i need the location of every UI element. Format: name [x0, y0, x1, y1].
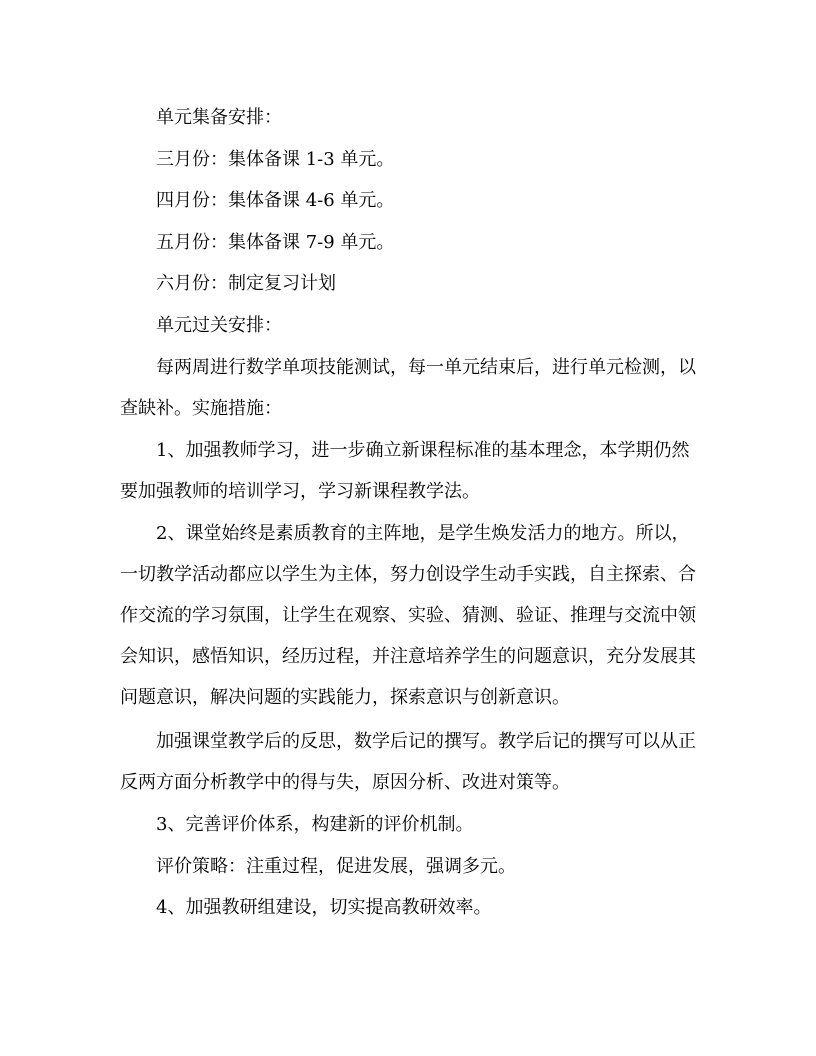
- paragraph-biweekly-test: 每两周进行数学单项技能测试，每一单元结束后，进行单元检测，以查缺补。实施措施：: [120, 357, 696, 419]
- paragraph-march: 三月份：集体备课 1-3 单元。: [156, 149, 395, 170]
- paragraph-measure-3: 3、完善评价体系，构建新的评价机制。: [156, 814, 474, 835]
- paragraph-may: 五月份：集体备课 7-9 单元。: [156, 232, 395, 253]
- paragraph-june: 六月份：制定复习计划: [156, 273, 336, 294]
- paragraph-measure-4: 4、加强教研组建设，切实提高教研效率。: [156, 897, 492, 918]
- paragraph-unit-pass-heading: 单元过关安排：: [156, 315, 282, 336]
- paragraph-measure-1: 1、加强教师学习，进一步确立新课程标准的基本理念，本学期仍然要加强教师的培训学习，学习新课程教学法。: [120, 440, 690, 502]
- paragraph-unit-prep-heading: 单元集备安排：: [156, 107, 282, 128]
- paragraph-evaluation-strategy: 评价策略：注重过程，促进发展，强调多元。: [156, 856, 516, 877]
- paragraph-reflection: 加强课堂教学后的反思，数学后记的撰写。教学后记的撰写可以从正反两方面分析教学中的得与失，原因分析、改进对策等。: [120, 731, 696, 793]
- paragraph-measure-2: 2、课堂始终是素质教育的主阵地，是学生焕发活力的地方。所以，一切教学活动都应以学生为主体，努力创设学生动手实践，自主探索、合作交流的学习氛围，让学生在观察、实验、猜测、验证、推理与交流中领会知识，感悟知识，经历过程，并注意培养学生的问题意识，充分发展其问题意识，解决问题的实践能力，探索意识与创新意识。: [120, 523, 696, 708]
- paragraph-april: 四月份：集体备课 4-6 单元。: [156, 190, 395, 211]
